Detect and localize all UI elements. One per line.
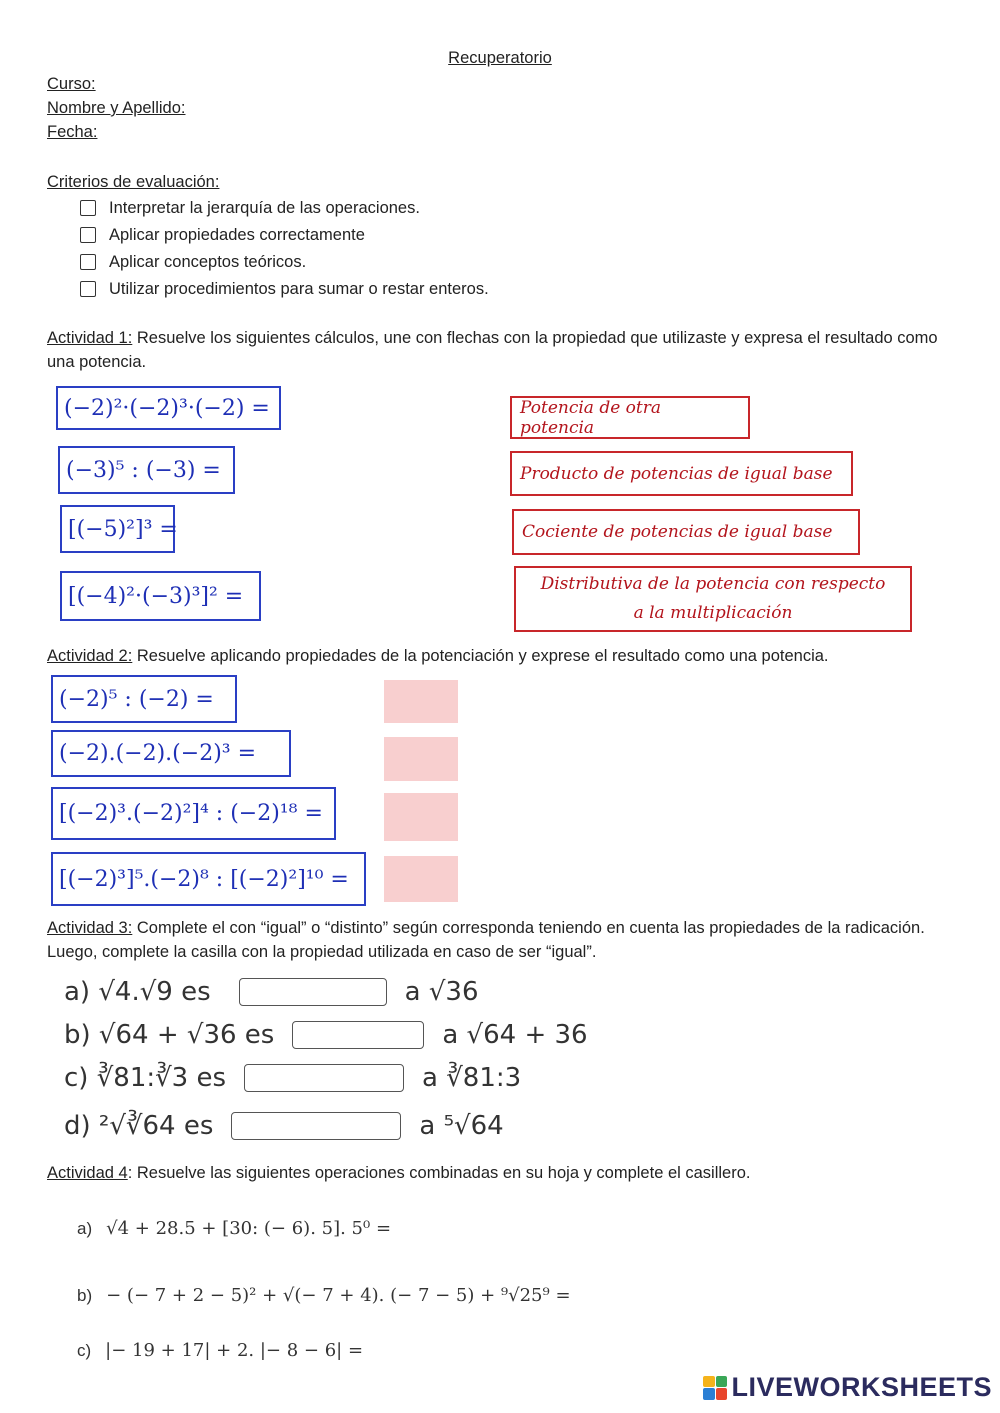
criteria-item: [80, 249, 306, 275]
answer-cell[interactable]: [384, 680, 458, 723]
activity4-label: Actividad 4: [47, 1164, 128, 1182]
operation-label: c): [77, 1340, 92, 1360]
field-nombre: Nombre y Apellido:: [47, 99, 186, 117]
radical-item: [64, 1015, 588, 1055]
activity1-text: Resuelve los siguientes cálculos, une con flechas con la propiedad que utilizaste y expresa el resultado como una potencia.: [47, 329, 938, 371]
activity1-instructions: [47, 326, 947, 374]
checkbox[interactable]: [80, 281, 96, 297]
expression-box: [(−2)³.(−2)²]⁴ : (−2)¹⁸ =: [51, 787, 336, 840]
field-curso: Curso:: [47, 75, 96, 93]
activity3-instructions: [47, 916, 947, 964]
expression-box[interactable]: [(−4)²·(−3)³]² =: [60, 571, 261, 621]
radical-left: c) ∛81:∛3 es: [64, 1063, 227, 1093]
criteria-item: [80, 222, 365, 248]
property-box[interactable]: [514, 566, 912, 632]
activity4-instructions: [47, 1161, 947, 1185]
property-line: a la multiplicación: [633, 603, 793, 623]
answer-input[interactable]: [231, 1112, 401, 1140]
operation-expression: |− 19 + 17| + 2. |− 8 − 6| =: [105, 1340, 364, 1361]
activity1-label: Actividad 1:: [47, 329, 133, 347]
property-box[interactable]: Potencia de otra potencia: [510, 396, 750, 439]
expression-box[interactable]: [(−5)²]³ =: [60, 505, 175, 553]
activity2-instructions: [47, 644, 947, 668]
radical-item: [64, 1106, 504, 1146]
logo-text: LIVEWORKSHEETS: [731, 1372, 992, 1402]
answer-input[interactable]: [239, 978, 387, 1006]
checkbox[interactable]: [80, 254, 96, 270]
activity3-text: Complete el con “igual” o “distinto” según corresponda teniendo en cuenta las propiedades de la radicación. Luego, complete la casilla con la propiedad utilizada en caso de ser “igual”.: [47, 919, 925, 961]
answer-input[interactable]: [244, 1064, 404, 1092]
activity4-text: : Resuelve las siguientes operaciones combinadas en su hoja y complete el casillero.: [127, 1164, 751, 1182]
radical-left: a) √4.√9 es: [64, 977, 211, 1007]
criteria-label: Interpretar la jerarquía de las operaciones.: [109, 199, 420, 217]
criteria-item: [80, 195, 420, 221]
expression-box[interactable]: (−2)²·(−2)³·(−2) =: [56, 386, 281, 430]
answer-input[interactable]: [292, 1021, 424, 1049]
liveworksheets-logo: [703, 1372, 992, 1403]
property-box[interactable]: Cociente de potencias de igual base: [512, 509, 860, 555]
expression-box: (−2).(−2).(−2)³ =: [51, 730, 291, 777]
property-box[interactable]: Producto de potencias de igual base: [510, 451, 853, 496]
expression-box: [(−2)³]⁵.(−2)⁸ : [(−2)²]¹⁰ =: [51, 852, 366, 906]
operation-item: [77, 1218, 391, 1239]
checkbox[interactable]: [80, 227, 96, 243]
activity2-text: Resuelve aplicando propiedades de la potenciación y exprese el resultado como una potencia.: [132, 647, 829, 665]
expression-box: (−2)⁵ : (−2) =: [51, 675, 237, 723]
criteria-label: Aplicar conceptos teóricos.: [109, 253, 307, 271]
field-fecha: Fecha:: [47, 123, 98, 141]
radical-item: [64, 972, 479, 1012]
criteria-label: Utilizar procedimientos para sumar o restar enteros.: [109, 280, 489, 298]
answer-cell[interactable]: [384, 856, 458, 902]
operation-label: b): [77, 1285, 93, 1305]
activity3-label: Actividad 3:: [47, 919, 133, 937]
property-line: Distributiva de la potencia con respecto: [540, 574, 886, 594]
criteria-item: [80, 276, 489, 302]
operation-expression: − (− 7 + 2 − 5)² + √(− 7 + 4). (− 7 − 5) + ⁹√25⁹ =: [106, 1285, 571, 1306]
radical-right: a √64 + 36: [442, 1020, 588, 1050]
operation-item: [77, 1340, 363, 1361]
radical-left: b) √64 + √36 es: [64, 1020, 275, 1050]
checkbox[interactable]: [80, 200, 96, 216]
operation-expression: √4 + 28.5 + [30: (− 6). 5]. 5⁰ =: [106, 1218, 392, 1239]
answer-cell[interactable]: [384, 793, 458, 841]
operation-item: [77, 1285, 571, 1306]
expression-box[interactable]: (−3)⁵ : (−3) =: [58, 446, 235, 494]
logo-icon: [703, 1376, 727, 1400]
criteria-heading: Criterios de evaluación:: [47, 173, 220, 191]
activity2-label: Actividad 2:: [47, 647, 133, 665]
criteria-label: Aplicar propiedades correctamente: [109, 226, 365, 244]
page-title: Recuperatorio: [448, 49, 552, 67]
radical-right: a ⁵√64: [419, 1111, 504, 1141]
radical-item: [64, 1058, 521, 1098]
answer-cell[interactable]: [384, 737, 458, 781]
radical-right: a √36: [404, 977, 479, 1007]
operation-label: a): [77, 1218, 93, 1238]
radical-left: d) ²√∛64 es: [64, 1111, 214, 1141]
radical-right: a ∛81:3: [422, 1063, 522, 1093]
